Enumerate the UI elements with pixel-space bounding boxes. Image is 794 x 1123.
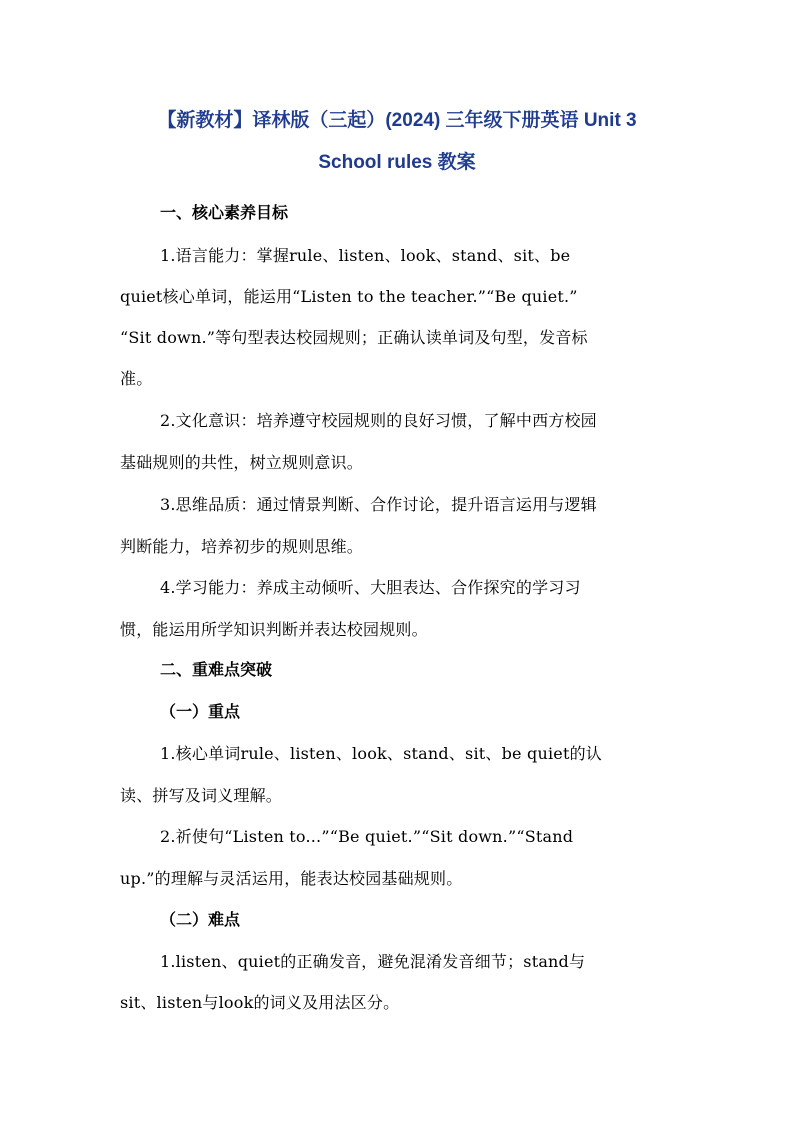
paragraph-line: 读、拼写及词义理解。 — [120, 786, 283, 805]
paragraph-line: 3.思维品质：通过情景判断、合作讨论，提升语言运用与逻辑 — [160, 495, 597, 514]
paragraph-line: up.”的理解与灵活运用，能表达校园基础规则。 — [120, 869, 463, 888]
paragraph-line: 2.文化意识：培养遵守校园规则的良好习惯，了解中西方校园 — [160, 411, 597, 430]
subsection-heading-key-points: （一）重点 — [160, 702, 241, 721]
paragraph-line: 4.学习能力：养成主动倾听、大胆表达、合作探究的学习习 — [160, 578, 581, 597]
paragraph-line: 惯，能运用所学知识判断并表达校园规则。 — [120, 620, 428, 639]
paragraph-line: 判断能力，培养初步的规则思维。 — [120, 537, 364, 556]
section-heading-key-difficult: 二、重难点突破 — [160, 660, 273, 679]
paragraph-line: 基础规则的共性，树立规则意识。 — [120, 453, 364, 472]
paragraph-line: 2.祈使句“Listen to...”“Be quiet.”“Sit down.”“Stand — [160, 827, 574, 846]
paragraph-line: “Sit down.”等句型表达校园规则；正确认读单词及句型，发音标 — [120, 328, 588, 347]
paragraph-line: sit、listen与look的词义及用法区分。 — [120, 993, 400, 1012]
paragraph-line: 1.listen、quiet的正确发音，避免混淆发音细节；stand与 — [160, 952, 586, 971]
paragraph-line: 1.核心单词rule、listen、look、stand、sit、be quiet的认 — [160, 744, 602, 763]
subsection-heading-difficult-points: （二）难点 — [160, 910, 241, 929]
section-heading-core-goals: 一、核心素养目标 — [160, 203, 289, 222]
document-title-line-2: School rules 教案 — [318, 152, 476, 173]
paragraph-line: 准。 — [120, 369, 153, 388]
document-title-line-1: 【新教材】译林版（三起）(2024) 三年级下册英语 Unit 3 — [157, 110, 637, 131]
paragraph-line: quiet核心单词，能运用“Listen to the teacher.”“Be quiet.” — [120, 287, 578, 306]
paragraph-line: 1.语言能力：掌握rule、listen、look、stand、sit、be — [160, 246, 571, 265]
